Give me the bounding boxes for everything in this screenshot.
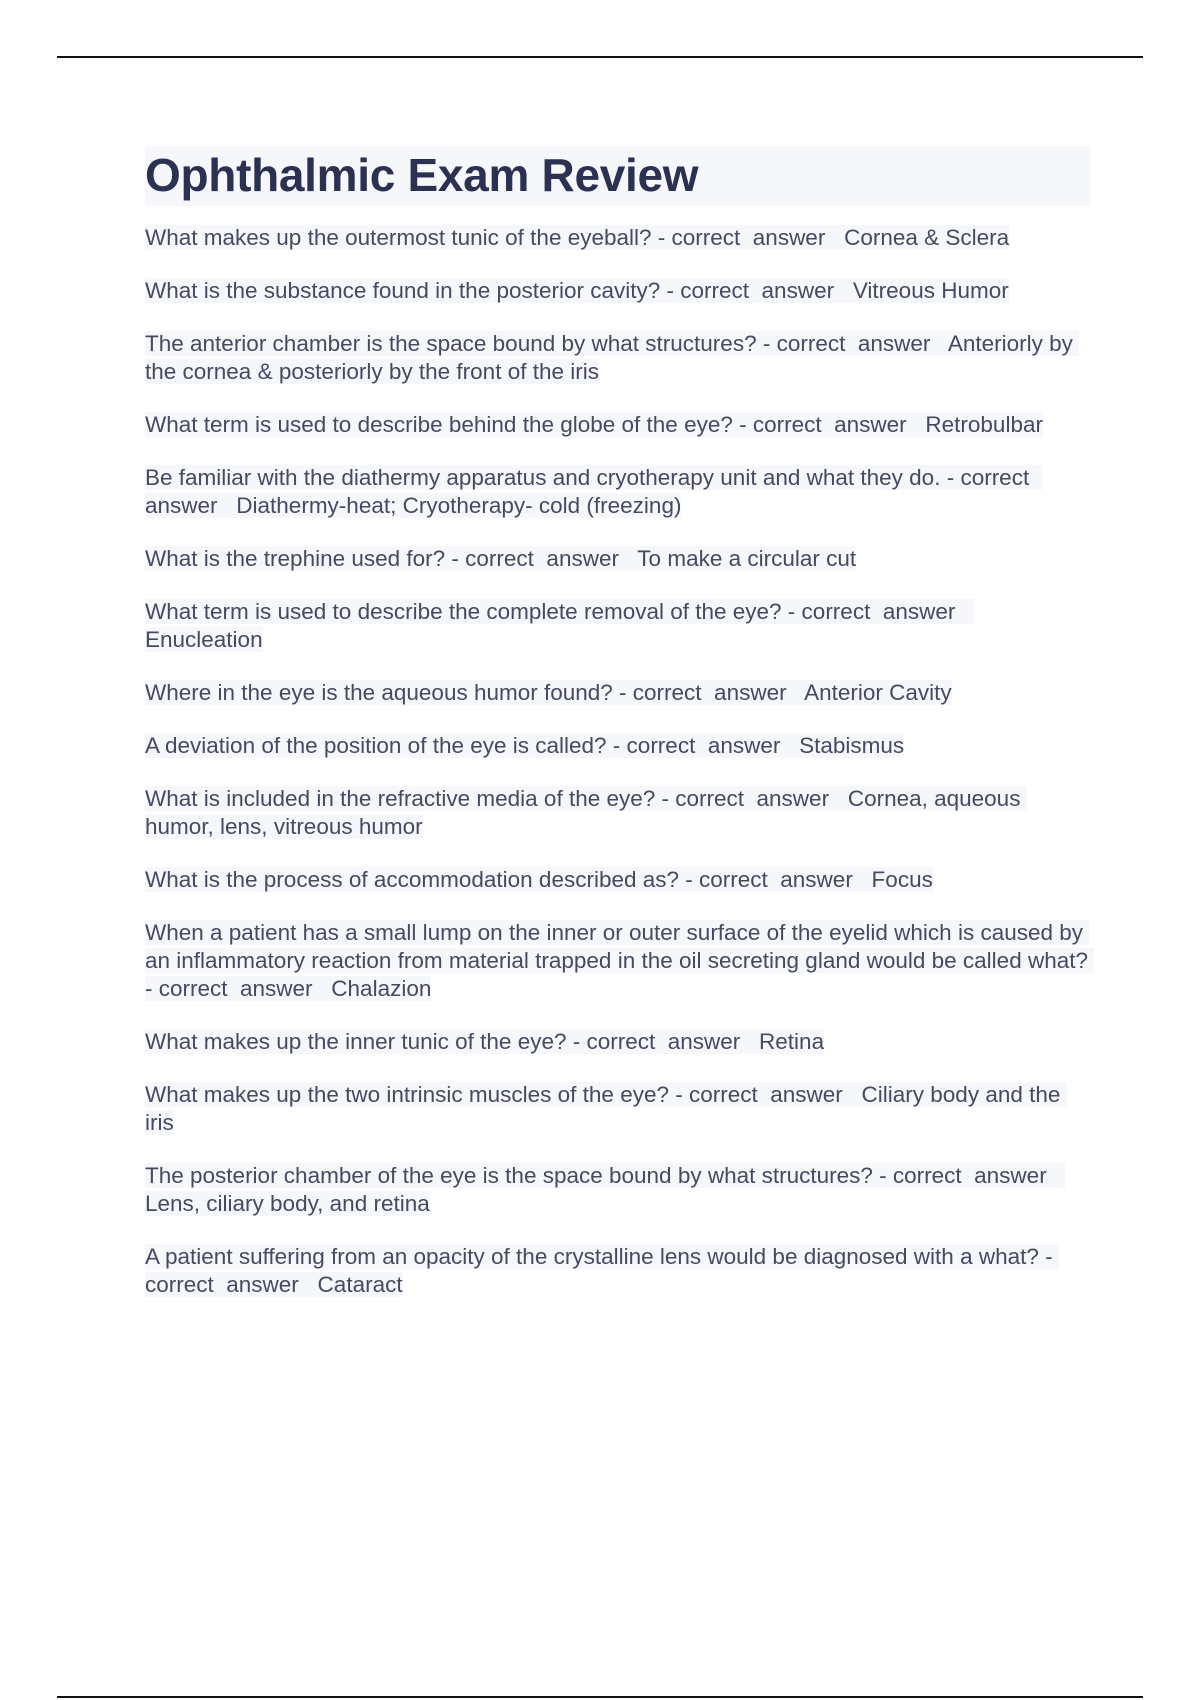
qa-item [145,411,1090,439]
qa-item [145,330,1090,386]
qa-text: Where in the eye is the aqueous humor found? - correct answer Anterior Cavity [145,680,952,705]
qa-text: What is included in the refractive media of the eye? - correct answer Cornea, aqueous humor, lens, vitreous humor [145,786,1027,839]
qa-item [145,277,1090,305]
bottom-divider [57,1696,1143,1698]
qa-text: What makes up the inner tunic of the eye? - correct answer Retina [145,1029,825,1054]
qa-list [145,224,1095,1299]
qa-text: What is the trephine used for? - correct answer To make a circular cut [145,546,857,571]
qa-text: Be familiar with the diathermy apparatus and cryotherapy unit and what they do. - correct answer Diathermy-heat; Cryotherapy- cold (freezing) [145,465,1042,518]
qa-text: What term is used to describe the complete removal of the eye? - correct answer Enucleation [145,599,975,652]
qa-item [145,679,1090,707]
qa-text: The anterior chamber is the space bound by what structures? - correct answer Anteriorly by the cornea & posteriorly by the front of the iris [145,331,1080,384]
qa-item [145,1162,1090,1218]
qa-text: The posterior chamber of the eye is the space bound by what structures? - correct answer Lens, ciliary body, and retina [145,1163,1066,1216]
document-title: Ophthalmic Exam Review [145,146,1090,206]
qa-text: What term is used to describe behind the globe of the eye? - correct answer Retrobulbar [145,412,1043,437]
qa-text: A deviation of the position of the eye is called? - correct answer Stabismus [145,733,905,758]
qa-item [145,224,1090,252]
document-body [145,146,1095,1324]
qa-text: When a patient has a small lump on the inner or outer surface of the eyelid which is caused by an inflammatory reaction from material trapped in the oil secreting gland would be called what? - correct answer Chalazion [145,920,1095,1001]
qa-item [145,866,1090,894]
qa-item [145,1243,1090,1299]
qa-item [145,785,1090,841]
qa-item [145,1028,1090,1056]
top-divider [57,56,1143,58]
qa-text: A patient suffering from an opacity of the crystalline lens would be diagnosed with a what? - correct answer Cataract [145,1244,1059,1297]
qa-item [145,1081,1090,1137]
qa-text: What is the substance found in the posterior cavity? - correct answer Vitreous Humor [145,278,1009,303]
qa-item [145,598,1090,654]
qa-item [145,919,1095,1003]
qa-item [145,545,1090,573]
qa-text: What makes up the two intrinsic muscles of the eye? - correct answer Ciliary body and the iris [145,1082,1067,1135]
qa-text: What makes up the outermost tunic of the eyeball? - correct answer Cornea & Sclera [145,225,1010,250]
qa-item [145,732,1090,760]
qa-text: What is the process of accommodation described as? - correct answer Focus [145,867,933,892]
qa-item [145,464,1090,520]
